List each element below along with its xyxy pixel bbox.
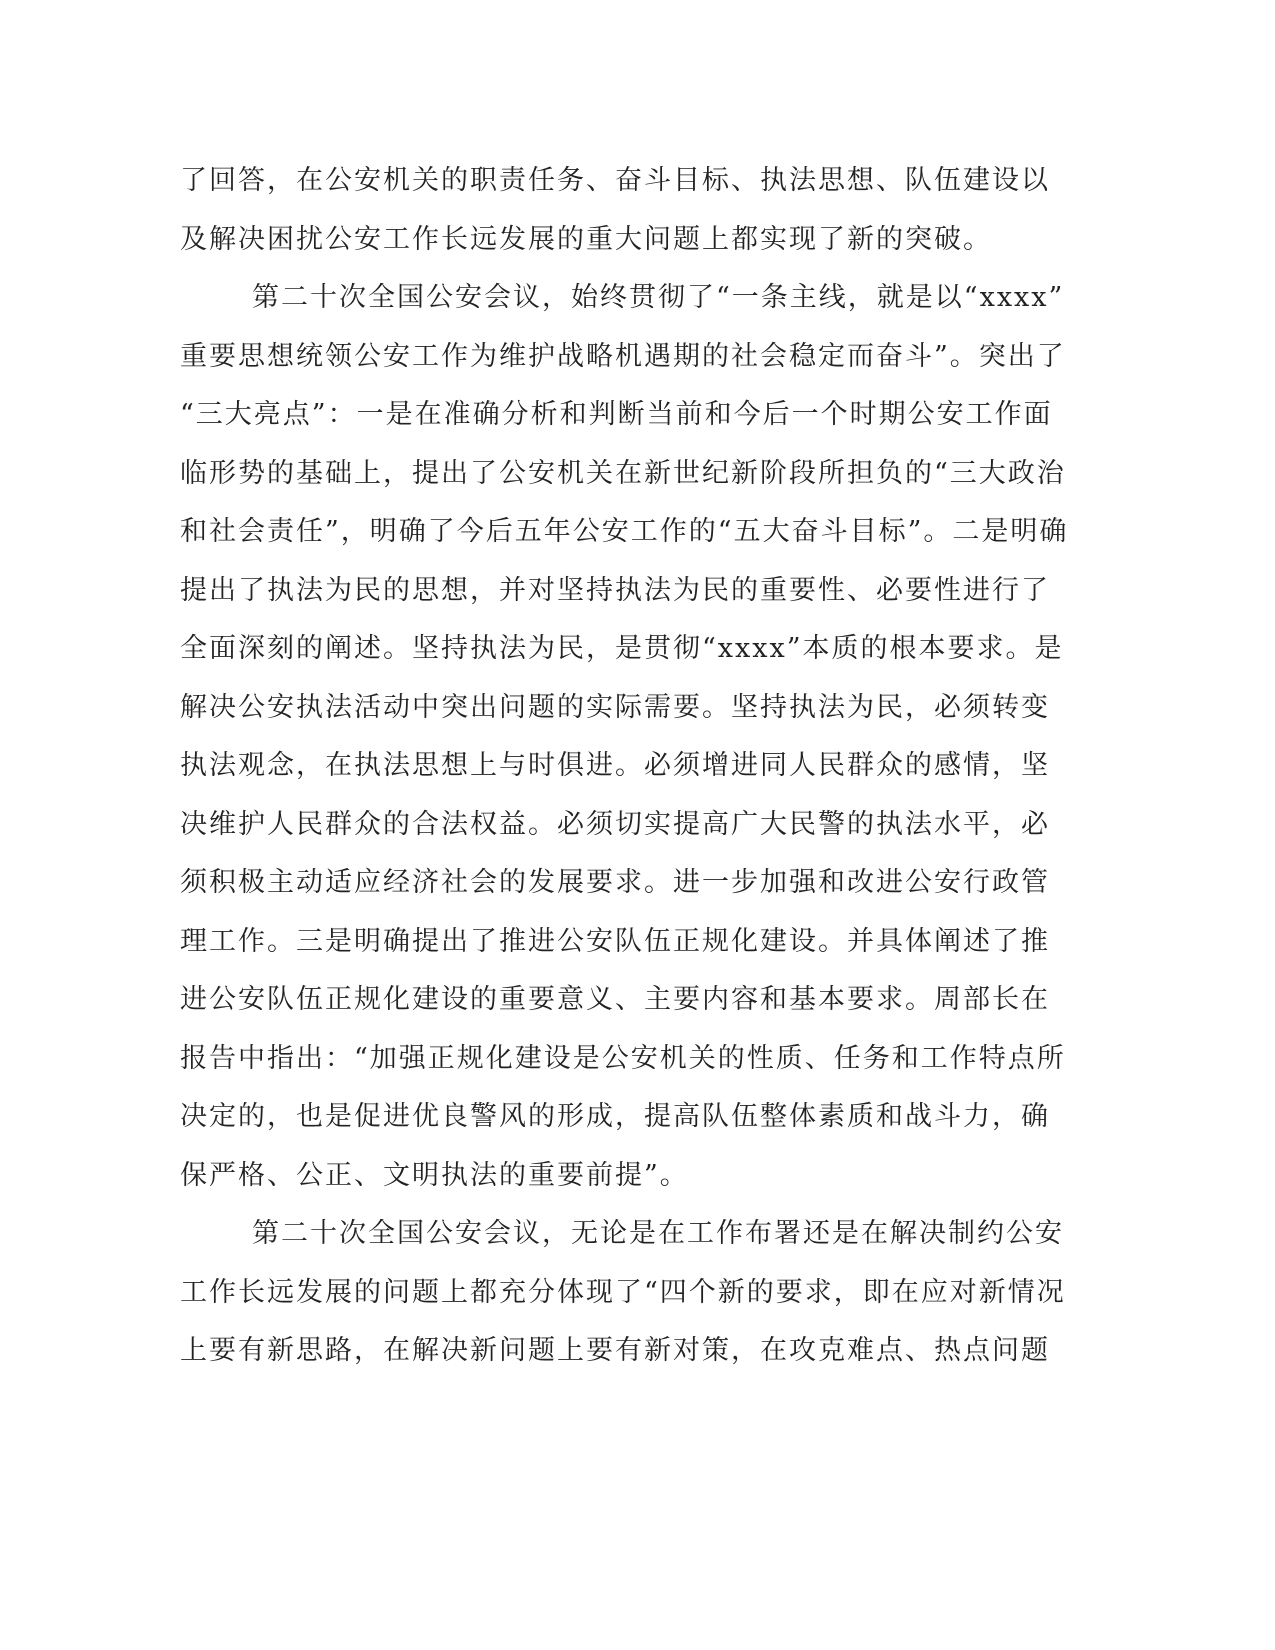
text-line: 决维护人民群众的合法权益。必须切实提高广大民警的执法水平，必 bbox=[180, 808, 1050, 840]
text-line: 临形势的基础上，提出了公安机关在新世纪新阶段所担负的“三大政治 bbox=[180, 457, 1066, 489]
text-line: 保严格、公正、文明执法的重要前提”。 bbox=[180, 1159, 689, 1191]
text-line: 及解决困扰公安工作长远发展的重大问题上都实现了新的突破。 bbox=[180, 223, 992, 255]
text-line: 报告中指出：“加强正规化建设是公安机关的性质、任务和工作特点所 bbox=[180, 1042, 1066, 1074]
text-line: 全面深刻的阐述。坚持执法为民，是贯彻“xxxx”本质的根本要求。是 bbox=[180, 633, 1064, 664]
text-line: 解决公安执法活动中突出问题的实际需要。坚持执法为民，必须转变 bbox=[180, 691, 1050, 723]
paragraph-first-line: 第二十次全国公安会议，始终贯彻了“一条主线，就是以“xxxx” bbox=[252, 282, 1065, 313]
text-line: 上要有新思路，在解决新问题上要有新对策，在攻克难点、热点问题 bbox=[180, 1335, 1050, 1366]
text-line: 须积极主动适应经济社会的发展要求。进一步加强和改进公安行政管 bbox=[180, 867, 1050, 898]
text-line: 重要思想统领公安工作为维护战略机遇期的社会稳定而奋斗”。突出了 bbox=[180, 340, 1066, 372]
text-line: 和社会责任”，明确了今后五年公安工作的“五大奋斗目标”。二是明确 bbox=[180, 516, 1069, 547]
text-line: “三大亮点”：一是在准确分析和判断当前和今后一个时期公安工作面 bbox=[180, 399, 1053, 430]
paragraph-first-line: 第二十次全国公安会议，无论是在工作布署还是在解决制约公安 bbox=[252, 1218, 1064, 1249]
document-body bbox=[180, 152, 1069, 1381]
text-line: 进公安队伍正规化建设的重要意义、主要内容和基本要求。周部长在 bbox=[180, 984, 1050, 1015]
text-line: 理工作。三是明确提出了推进公安队伍正规化建设。并具体阐述了推 bbox=[180, 925, 1050, 957]
text-line: 执法观念，在执法思想上与时俱进。必须增进同人民群众的感情，坚 bbox=[180, 750, 1050, 781]
text-line: 了回答，在公安机关的职责任务、奋斗目标、执法思想、队伍建设以 bbox=[180, 165, 1050, 196]
text-line: 提出了执法为民的思想，并对坚持执法为民的重要性、必要性进行了 bbox=[180, 574, 1050, 606]
text-line: 决定的，也是促进优良警风的形成，提高队伍整体素质和战斗力，确 bbox=[180, 1101, 1050, 1132]
text-line: 工作长远发展的问题上都充分体现了“四个新的要求，即在应对新情况 bbox=[180, 1276, 1066, 1308]
